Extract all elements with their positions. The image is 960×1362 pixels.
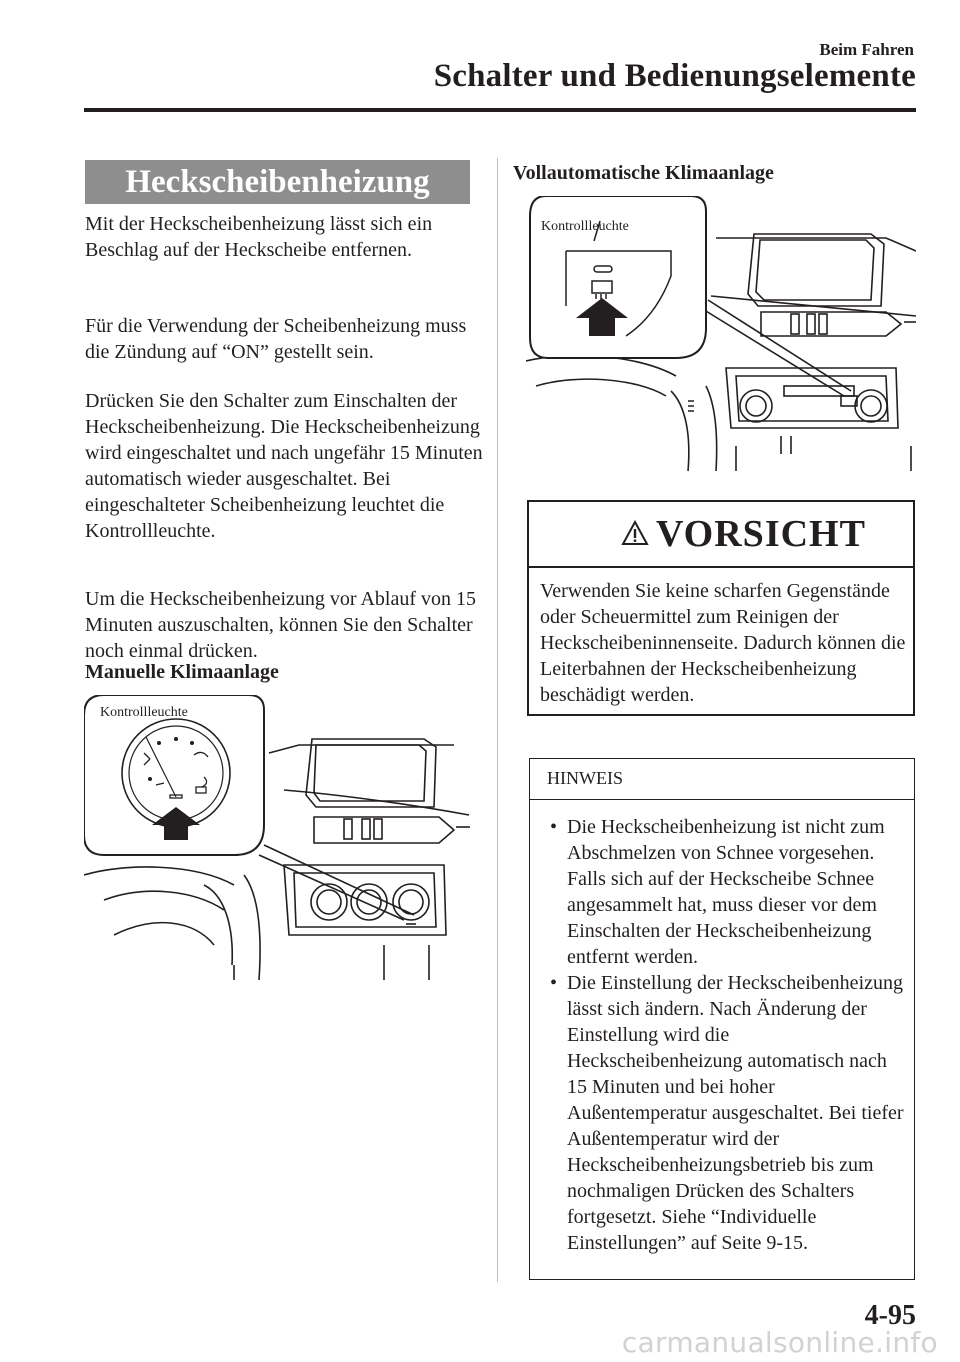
auto-ac-figure (526, 196, 916, 486)
column-divider (497, 158, 498, 1282)
bullet: • (550, 972, 558, 994)
caution-title: VORSICHT (656, 513, 866, 555)
paragraph-switch-off: Um die Heckscheibenheizung vor Ablauf von 15 Minuten auszuschalten, können Sie den Schalter noch einmal drücken. (85, 588, 477, 662)
warning-triangle-icon (621, 520, 649, 546)
indicator-label: Kontrollleuchte (541, 219, 629, 234)
auto-ac-heading: Vollautomatische Klimaanlage (513, 162, 774, 184)
note-header (530, 759, 914, 800)
note-item-text: Die Heckscheibenheizung ist nicht zum Abschmelzen von Schnee vorgesehen. Falls sich auf der Heckscheibe Schnee angesammelt hat, muss dieser vor dem Einschalten der Heckscheibenheizung entfernt werden. (567, 816, 885, 968)
section-title: Beim Fahren (819, 40, 914, 59)
caution-header (529, 502, 913, 568)
manual-ac-figure (84, 695, 470, 985)
caution-box (527, 500, 915, 716)
note-title: HINWEIS (547, 768, 623, 788)
chapter-title: Schalter und Bedienungselemente (433, 58, 916, 94)
paragraph-ignition: Für die Verwendung der Scheibenheizung muss die Zündung auf “ON” gestellt sein. (85, 315, 467, 363)
indicator-label: Kontrollleuchte (100, 705, 188, 720)
note-item-text: Die Einstellung der Heckscheibenheizung lässt sich ändern. Nach Änderung der Einstellung wird die Heckscheibenheizung automatisch nach 15 Minuten und bei hoher Außentemperatur ausgeschaltet. Bei tiefer Außentemperatur wird der Heckscheibenheizungsbetrieb bis zum nochmaligen Drücken des Schalters fortgesetzt. Siehe “Individuelle Einstellungen” auf Seite 9-15. (567, 972, 904, 1254)
auto-ac-illustration (526, 196, 916, 486)
note-box (529, 758, 915, 1280)
bullet: • (550, 816, 558, 838)
note-item (530, 814, 914, 970)
watermark: carmanualsonline.info (621, 1326, 938, 1359)
page-number: 4-95 (864, 1300, 916, 1331)
manual-ac-illustration (84, 695, 470, 985)
header-rule (84, 108, 916, 112)
paragraph-operation: Drücken Sie den Schalter zum Einschalten der Heckscheibenheizung. Die Heckscheibenheizung wird eingeschaltet und nach ungefähr 15 Minuten automatisch wieder ausgeschaltet. Bei eingeschalteter Scheibenheizung leuchtet die Kontrollleuchte. (85, 390, 483, 542)
caution-text: Verwenden Sie keine scharfen Gegenstände oder Scheuermittel zum Reinigen der Heckscheibeninnenseite. Dadurch können die Leiterbahnen der Heckscheibenheizung beschädigt werden. (540, 580, 906, 706)
paragraph-intro: Mit der Heckscheibenheizung lässt sich ein Beschlag auf der Heckscheibe entfernen. (85, 213, 433, 261)
note-list (530, 800, 914, 1256)
note-item (530, 970, 914, 1256)
manual-ac-heading: Manuelle Klimaanlage (85, 661, 279, 683)
page-title: Heckscheibenheizung (85, 160, 470, 204)
